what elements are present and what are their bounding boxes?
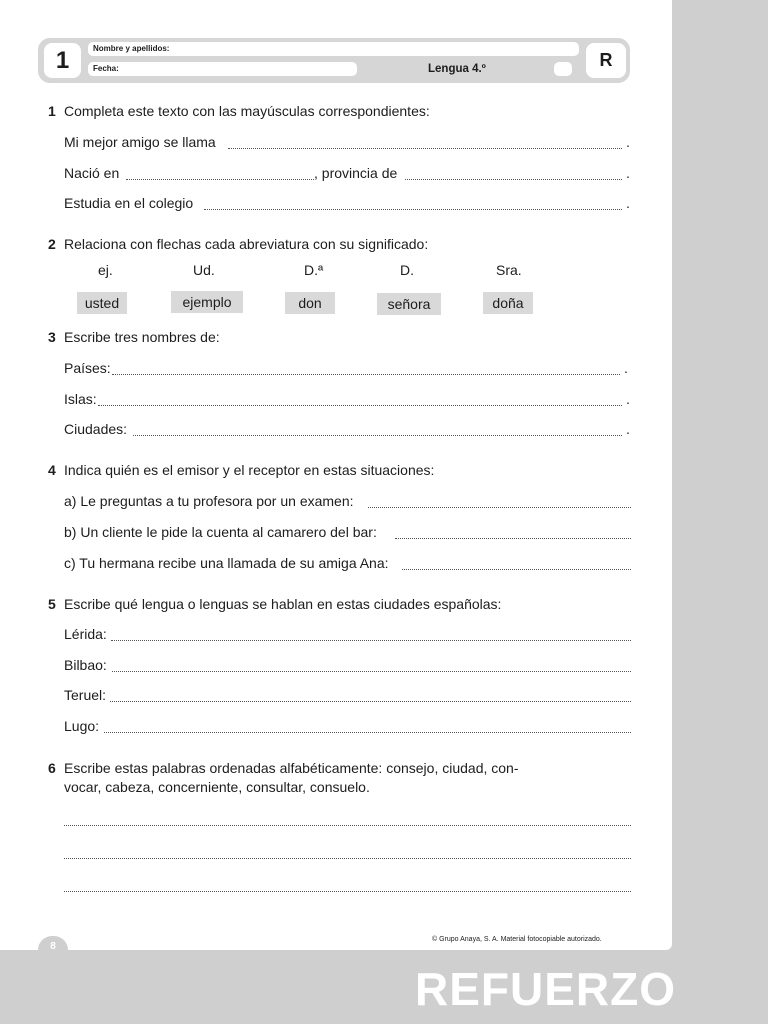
- abbreviation: D.: [400, 262, 414, 278]
- q4-item-label: b) Un cliente le pide la cuenta al camarero del bar:: [64, 524, 377, 540]
- question-prompt: Completa este texto con las mayúsculas correspondientes:: [64, 103, 430, 119]
- question-prompt: Escribe qué lengua o lenguas se hablan en estas ciudades españolas:: [64, 596, 502, 612]
- level-badge: R: [586, 43, 626, 78]
- question-4: [48, 462, 434, 478]
- subject-label: Lengua 4.º: [428, 63, 486, 75]
- question-prompt: Escribe tres nombres de:: [64, 329, 220, 345]
- answer-blank[interactable]: [405, 179, 622, 180]
- meaning-card[interactable]: ejemplo: [171, 291, 243, 313]
- question-number: 6: [48, 760, 56, 776]
- question-6: [48, 760, 519, 776]
- period: .: [626, 195, 630, 211]
- abbreviation: Ud.: [193, 262, 215, 278]
- meaning-card[interactable]: don: [285, 292, 335, 314]
- question-number: 4: [48, 462, 56, 478]
- question-number: 5: [48, 596, 56, 612]
- answer-blank[interactable]: [64, 891, 631, 892]
- answer-blank[interactable]: [110, 701, 631, 702]
- answer-blank[interactable]: [111, 640, 631, 641]
- q4-item-label: c) Tu hermana recibe una llamada de su amiga Ana:: [64, 555, 389, 571]
- copyright-notice: © Grupo Anaya, S. A. Material fotocopiable autorizado.: [432, 936, 602, 943]
- answer-blank[interactable]: [228, 148, 622, 149]
- period: .: [626, 421, 630, 437]
- extra-field[interactable]: [554, 62, 572, 76]
- answer-blank[interactable]: [64, 858, 631, 859]
- answer-blank[interactable]: [64, 825, 631, 826]
- name-field[interactable]: Nombre y apellidos:: [88, 42, 579, 56]
- q5-item-label: Lérida:: [64, 626, 107, 642]
- period: .: [624, 360, 628, 376]
- meaning-card[interactable]: usted: [77, 292, 127, 314]
- question-number: 2: [48, 236, 56, 252]
- question-number: 3: [48, 329, 56, 345]
- answer-blank[interactable]: [368, 507, 631, 508]
- meaning-card[interactable]: señora: [377, 293, 441, 315]
- question-number: 1: [48, 103, 56, 119]
- q1-line-2-label-b: , provincia de: [314, 165, 398, 181]
- question-prompt: Relaciona con flechas cada abreviatura con su significado:: [64, 236, 429, 252]
- q5-item-label: Teruel:: [64, 687, 107, 703]
- answer-blank[interactable]: [395, 538, 631, 539]
- answer-blank[interactable]: [98, 405, 622, 406]
- meaning-card[interactable]: doña: [483, 292, 533, 314]
- question-prompt: Indica quién es el emisor y el receptor en estas situaciones:: [64, 462, 435, 478]
- q4-item-label: a) Le preguntas a tu profesora por un examen:: [64, 493, 354, 509]
- question-5: [48, 596, 501, 612]
- question-1: [48, 103, 430, 119]
- period: .: [626, 391, 630, 407]
- refuerzo-banner: REFUERZO: [415, 963, 676, 1015]
- q3-item-label: Islas:: [64, 391, 97, 407]
- question-2: [48, 236, 428, 252]
- q1-line-3-label: Estudia en el colegio: [64, 195, 194, 211]
- q1-line-2-label: Nació en: [64, 165, 120, 181]
- period: .: [626, 134, 630, 150]
- abbreviation: ej.: [98, 262, 113, 278]
- answer-blank[interactable]: [133, 435, 622, 436]
- period: .: [626, 165, 630, 181]
- abbreviation: Sra.: [496, 262, 522, 278]
- answer-blank[interactable]: [402, 569, 631, 570]
- date-field[interactable]: Fecha:: [88, 62, 357, 76]
- q5-item-label: Bilbao:: [64, 657, 107, 673]
- abbreviation: D.ª: [304, 262, 324, 278]
- unit-number: 1: [44, 43, 81, 78]
- worksheet-header: [38, 38, 630, 83]
- answer-blank[interactable]: [104, 732, 631, 733]
- q5-item-label: Lugo:: [64, 718, 100, 734]
- answer-blank[interactable]: [112, 671, 631, 672]
- question-prompt: Escribe estas palabras ordenadas alfabéticamente: consejo, ciudad, con-: [64, 760, 519, 776]
- answer-blank[interactable]: [112, 374, 620, 375]
- answer-blank[interactable]: [126, 179, 314, 180]
- answer-blank[interactable]: [204, 209, 622, 210]
- q3-item-label: Ciudades:: [64, 421, 128, 437]
- q3-item-label: Países:: [64, 360, 111, 376]
- page-number: 8: [38, 936, 68, 962]
- question-prompt-continued: vocar, cabeza, concerniente, consultar, consuelo.: [64, 779, 370, 795]
- question-3: [48, 329, 220, 345]
- q1-line-1-label: Mi mejor amigo se llama: [64, 134, 216, 150]
